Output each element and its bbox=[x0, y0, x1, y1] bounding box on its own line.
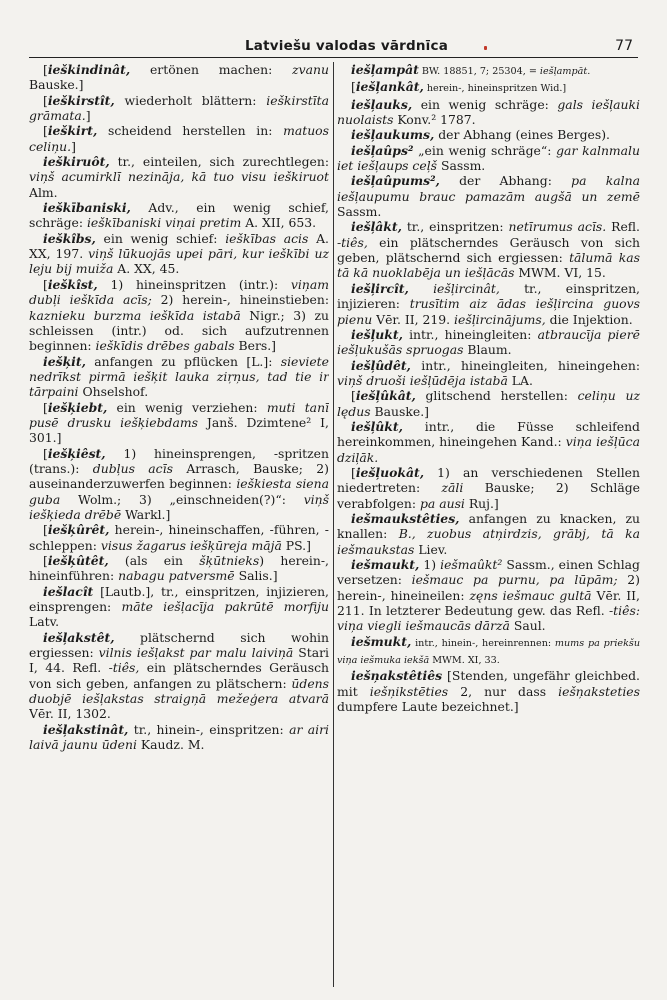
headword: ieškirstît, bbox=[47, 92, 115, 108]
headword: iešķiêst, bbox=[47, 445, 106, 461]
example-text: zęns iešmauc gultā bbox=[469, 587, 592, 603]
headword: iešļukt, bbox=[351, 326, 403, 342]
example-text: pa kalna iešļaupumu brauc pamazām augšā un zemē bbox=[337, 173, 640, 204]
headword: ieškîbs, bbox=[43, 230, 96, 246]
dictionary-entry bbox=[337, 173, 640, 219]
definition-text: Vēr. II, 1302. bbox=[29, 706, 111, 722]
definition-text: 2) herein-, hineinstieben: bbox=[151, 292, 329, 308]
dictionary-entry bbox=[29, 584, 329, 630]
dictionary-entry bbox=[29, 62, 329, 93]
definition-text: [ bbox=[351, 464, 356, 480]
headword: ieškībaniski, bbox=[43, 200, 131, 216]
headword: iešķûtêt, bbox=[47, 553, 109, 568]
definition-text: ertönen machen: bbox=[130, 62, 293, 77]
definition-text: ) herein-, hineinführen: bbox=[29, 553, 329, 584]
dictionary-entry bbox=[29, 123, 329, 154]
headword: iešmaukt, bbox=[351, 557, 420, 572]
definition-text: (als ein bbox=[108, 553, 200, 568]
definition-text: „ein wenig schräge“: bbox=[413, 142, 557, 158]
definition-text: MWM. VI, 15. bbox=[514, 265, 606, 281]
definition-text: herein-, hineinspritzen Wid.] bbox=[423, 83, 567, 95]
headword: iešļauks, bbox=[351, 96, 413, 112]
example-text: trusītim aiz ādas iešļircina guovs pienu bbox=[337, 296, 640, 327]
headword: iešļakstêt, bbox=[43, 629, 115, 645]
headword: iešmukt, bbox=[351, 633, 412, 649]
page-header bbox=[0, 38, 667, 56]
definition-text: 2, nur dass bbox=[448, 683, 559, 699]
dictionary-entry bbox=[337, 634, 640, 669]
example-text: pa ausi bbox=[419, 495, 465, 511]
example-text: ūdens duobjē iešļakstas straigņā mežeģera atvarā bbox=[29, 675, 329, 707]
example-text: vilnis iešļakst par malu laiviņā bbox=[98, 645, 294, 661]
headword: iešļûkt, bbox=[351, 418, 403, 434]
dictionary-entry bbox=[337, 388, 640, 419]
example-text: atbraucīja pierē iešļukušās spruogas bbox=[337, 326, 640, 358]
definition-text: dumpfere Laute bezeichnet.] bbox=[337, 699, 519, 715]
definition-text: A. XX, 45. bbox=[113, 261, 180, 277]
example-text: -tiês, bbox=[108, 660, 140, 676]
ink-speck bbox=[484, 46, 487, 50]
definition-text: 1) hineinspritzen (intr.): bbox=[97, 276, 291, 292]
headword: ieškîst, bbox=[47, 276, 98, 292]
definition-text: [ bbox=[43, 445, 48, 461]
headword: iešlacît bbox=[43, 583, 94, 599]
definition-text: BW. 18851, 7; 25304, = bbox=[418, 66, 540, 77]
definition-text: [Lautb.], tr., einspritzen, injizieren, einsprengen: bbox=[29, 583, 329, 615]
definition-text: [ bbox=[43, 399, 48, 415]
definition-text: Sassm. bbox=[437, 158, 486, 174]
dictionary-entry bbox=[29, 93, 329, 124]
example-text: viņš iešķieda drēbē bbox=[29, 491, 329, 522]
definition-text: ein wenig verziehen: bbox=[107, 399, 267, 415]
definition-text: ein plätscherndes Geräusch von sich geben, plätschernd sich ergiessen: bbox=[337, 234, 640, 266]
definition-text: Warkl.] bbox=[121, 506, 171, 522]
running-title: Latviešu valodas vārdnīca bbox=[245, 38, 448, 54]
definition-text: 1) an verschiedenen Stellen niedertreten: bbox=[337, 464, 640, 496]
example-text: visus žagarus iešķūreja mājā bbox=[100, 537, 282, 553]
example-text: netīrumus acīs. bbox=[508, 219, 607, 235]
headword: iešļampât bbox=[351, 62, 419, 77]
definition-text: Blaum. bbox=[463, 342, 512, 358]
example-text: kaznieku burzma ieškīda istabā bbox=[29, 307, 241, 323]
definition-text: intr., hineingleiten: bbox=[402, 326, 538, 342]
definition-text: Ohselshof. bbox=[78, 384, 149, 400]
example-text: iešļircinât, bbox=[433, 280, 500, 296]
example-text: iešmaûkt² bbox=[440, 557, 503, 572]
headword: ieškiruôt, bbox=[43, 154, 110, 170]
example-text: -tiês: bbox=[609, 603, 640, 619]
example-text: ar airi laivā jaunu ūdeni bbox=[29, 721, 329, 753]
dictionary-entry bbox=[337, 281, 640, 327]
example-text: zāli bbox=[441, 480, 464, 496]
headword: iešķit, bbox=[43, 353, 86, 369]
headword: ieškirt, bbox=[47, 123, 98, 139]
dictionary-entry bbox=[29, 231, 329, 277]
dictionary-entry bbox=[29, 400, 329, 446]
dictionary-entry bbox=[29, 354, 329, 400]
page-number: 77 bbox=[615, 38, 633, 54]
definition-text: anfangen zu knacken, zu knallen: bbox=[337, 510, 640, 542]
example-text: iešmauc pa purnu, pa lūpām; bbox=[411, 572, 618, 588]
example-text: ieškiesta siena guba bbox=[29, 476, 329, 507]
example-text: viņam dubļi ieškīda acīs; bbox=[29, 276, 329, 308]
definition-text: Sassm. bbox=[337, 204, 382, 220]
example-text: ieškībaniski viņai pretim bbox=[86, 215, 242, 231]
example-text: māte iešļacīja pakrūtē morfiju bbox=[121, 599, 329, 615]
example-text: gals iešļauki nuolaists bbox=[337, 96, 640, 128]
dictionary-entry bbox=[29, 630, 329, 722]
definition-text: glitschend herstellen: bbox=[415, 388, 578, 404]
example-text: viņa iešļūca dziļāk. bbox=[337, 434, 640, 465]
definition-text: Adv., ein wenig schief, schräge: bbox=[29, 200, 329, 231]
definition-text: Janš. Dzimtene² I, 301.] bbox=[29, 414, 329, 446]
dictionary-entry bbox=[337, 79, 640, 96]
definition-text: A. XII, 653. bbox=[241, 215, 317, 231]
example-text: -tiês, bbox=[337, 234, 368, 250]
definition-text: Bauske; 2) Schläge verabfolgen: bbox=[337, 480, 640, 511]
headword: ieškindinât, bbox=[47, 62, 131, 77]
definition-text bbox=[409, 281, 433, 296]
example-text: mums pa priekšu viņa iešmuka iekšā bbox=[337, 637, 640, 667]
headword: iešņakstêtiês bbox=[351, 668, 443, 684]
example-text: tālumā kas tā kā nuoklabēja un iešļācās bbox=[337, 250, 640, 281]
definition-text: [ bbox=[43, 92, 48, 108]
example-text: B., zuobus atņirdzis, grābj, tā ka iešmaukstas bbox=[337, 526, 640, 557]
headword: iešļankât, bbox=[355, 79, 424, 95]
definition-text: Bers.] bbox=[234, 338, 277, 354]
example-text: nabagu patversmē bbox=[118, 568, 235, 584]
definition-text: [ bbox=[43, 276, 48, 292]
dictionary-entry bbox=[337, 557, 640, 634]
definition-text: PS.] bbox=[281, 537, 311, 553]
example-text: gar kalnmalu iet iešļaups ceļš bbox=[337, 142, 640, 174]
example-text: dubļus acīs bbox=[92, 460, 173, 476]
headword: iešmaukstêties, bbox=[351, 510, 460, 526]
example-text: viņš lūkuojās upei pāri, kur ieškībi uz leju bij muiža bbox=[29, 246, 329, 277]
definition-text: Alm. bbox=[29, 184, 58, 200]
definition-text: Konv.² 1787. bbox=[393, 112, 476, 128]
definition-text: ] bbox=[85, 108, 91, 124]
definition-text: Arrasch, Bauske; 2) auseinanderzuwerfen beginnen: bbox=[29, 460, 329, 492]
definition-text: 2) herein-, hineineilen: bbox=[337, 572, 640, 603]
example-text: ieškības acis bbox=[225, 230, 309, 246]
column-divider bbox=[333, 62, 334, 987]
header-rule bbox=[29, 57, 638, 58]
definition-text: scheidend herstellen in: bbox=[97, 123, 284, 139]
dictionary-entry bbox=[337, 62, 640, 79]
headword: iešļûkât, bbox=[355, 388, 416, 404]
headword: iešļakstinât, bbox=[43, 721, 129, 737]
definition-text: tr., einspritzen: bbox=[401, 219, 509, 235]
example-text: celiņu uz lędus bbox=[337, 388, 640, 419]
dictionary-entry bbox=[29, 200, 329, 231]
dictionary-entry bbox=[29, 154, 329, 200]
headword: iešļircît, bbox=[351, 280, 409, 296]
definition-text: Kaudz. M. bbox=[136, 737, 205, 753]
definition-text: intr., die Füsse schleifend hereinkommen, hineingehen Kand.: bbox=[337, 418, 640, 450]
headword: iešļâkt, bbox=[351, 219, 402, 235]
dictionary-entry bbox=[337, 143, 640, 174]
definition-text: Sassm., einen Schlag versetzen: bbox=[337, 557, 640, 588]
dictionary-entry bbox=[29, 522, 329, 553]
definition-text: LA. bbox=[507, 372, 533, 388]
headword: iešļuokât, bbox=[355, 464, 425, 480]
definition-text: [ bbox=[351, 79, 356, 95]
left-column bbox=[29, 62, 329, 992]
definition-text: ] bbox=[71, 138, 76, 154]
dictionary-entry bbox=[337, 327, 640, 358]
example-text: matuos celiņu. bbox=[29, 123, 329, 154]
definition-text: intr., hineingleiten, hineingehen: bbox=[410, 357, 640, 373]
example-text: iešļampāt. bbox=[539, 66, 591, 77]
dictionary-entry bbox=[29, 553, 329, 584]
definition-text: Refl. bbox=[606, 219, 640, 235]
definition-text: Nigr.; 3) zu schleissen (intr.) od. sich aufzutrennen beginnen: bbox=[29, 307, 329, 354]
dictionary-entry bbox=[337, 219, 640, 280]
headword: iešļaûpums², bbox=[351, 173, 440, 189]
headword: iešļaûps² bbox=[351, 142, 414, 158]
definition-text: 1) bbox=[419, 557, 441, 572]
headword: iešļûdêt, bbox=[351, 357, 411, 373]
dictionary-entry bbox=[337, 419, 640, 465]
example-text: ieškirstīta grāmata. bbox=[29, 92, 329, 124]
definition-text: [ bbox=[43, 553, 48, 568]
definition-text: der Abhang: bbox=[439, 173, 572, 189]
definition-text: Stari I, 44. Refl. bbox=[29, 645, 329, 676]
definition-text: [ bbox=[43, 62, 48, 77]
definition-text: A. XX, 197. bbox=[29, 230, 329, 262]
definition-text: der Abhang (eines Berges). bbox=[434, 127, 610, 143]
definition-text: intr., hinein-, hereinrennen: bbox=[411, 637, 555, 649]
definition-text: [ bbox=[351, 388, 356, 404]
dictionary-entry bbox=[337, 465, 640, 511]
example-text: ieškīdis drēbes gabals bbox=[95, 338, 235, 354]
example-text: iešļircinājums, bbox=[454, 311, 546, 327]
definition-text: tr., hinein-, einspritzen: bbox=[128, 721, 290, 737]
example-text: viņš acumirklī nezināja, kā tuo visu ieškiruot bbox=[29, 169, 329, 185]
definition-text: Ruj.] bbox=[464, 495, 499, 511]
definition-text: tr., einteilen, sich zurechtlegen: bbox=[109, 154, 329, 170]
definition-text: ein wenig schief: bbox=[95, 230, 226, 246]
dictionary-entry bbox=[337, 358, 640, 389]
definition-text: Salis.] bbox=[234, 568, 278, 584]
dictionary-entry bbox=[29, 277, 329, 354]
definition-text: [ bbox=[43, 522, 48, 538]
headword: iešķiebt, bbox=[47, 399, 108, 415]
definition-text: wiederholt blättern: bbox=[114, 92, 267, 108]
dictionary-entry bbox=[29, 722, 329, 753]
definition-text: tr., einspritzen, injizieren: bbox=[337, 280, 640, 312]
definition-text: Latv. bbox=[29, 614, 60, 630]
example-text: iešņikstēties bbox=[369, 683, 449, 699]
definition-text: Wolm.; 3) „einschneiden(?)“: bbox=[60, 491, 304, 507]
definition-text: ein plätscherndes Geräusch von sich geben, anfangen zu plätschern: bbox=[29, 660, 329, 691]
dictionary-entry bbox=[337, 97, 640, 128]
definition-text: Vēr. II, 219. bbox=[372, 311, 455, 327]
example-text: viņš druoši iešļūdēja istabā bbox=[337, 372, 508, 388]
headword: iešļaukums, bbox=[351, 127, 435, 143]
example-text: sieviete nedrīkst pirmā iešķit lauka ziŗņus, tad tie ir tārpaini bbox=[29, 353, 329, 400]
definition-text: Vēr. II, 211. In letzterer Bedeutung gew. das Refl. bbox=[337, 587, 640, 619]
dictionary-entry bbox=[337, 127, 640, 142]
definition-text: anfangen zu pflücken [L.]: bbox=[85, 353, 281, 369]
example-text: zvanu bbox=[292, 62, 329, 77]
dictionary-entry bbox=[337, 511, 640, 557]
definition-text: die Injektion. bbox=[545, 311, 633, 327]
dictionary-entry bbox=[337, 668, 640, 714]
example-text: muti tanī pusē drusku iešķiebdams bbox=[29, 399, 329, 430]
headword: iešķûrêt, bbox=[47, 522, 110, 538]
definition-text: Liev. bbox=[414, 541, 448, 557]
definition-text: 1) hineinsprengen, -spritzen (trans.): bbox=[29, 445, 329, 476]
definition-text: [Stenden, ungefähr gleichbed. mit bbox=[337, 668, 640, 699]
definition-text: Bauske.] bbox=[370, 403, 429, 419]
example-text: šķūtnieks bbox=[199, 553, 260, 568]
definition-text: Saul. bbox=[509, 618, 546, 634]
example-text: viņa viegli iešmaucās dārzā bbox=[337, 618, 510, 634]
definition-text: herein-, hineinschaffen, -führen, -schleppen: bbox=[29, 522, 329, 553]
definition-text: ein wenig schräge: bbox=[412, 96, 558, 112]
definition-text: MWM. XI, 33. bbox=[429, 655, 500, 667]
definition-text: plätschernd sich wohin ergiessen: bbox=[29, 629, 329, 661]
right-column bbox=[337, 62, 640, 992]
definition-text: Bauske.] bbox=[29, 77, 84, 93]
example-text: iešņaksteties bbox=[558, 683, 640, 699]
definition-text: [ bbox=[43, 123, 48, 139]
dictionary-entry bbox=[29, 446, 329, 523]
